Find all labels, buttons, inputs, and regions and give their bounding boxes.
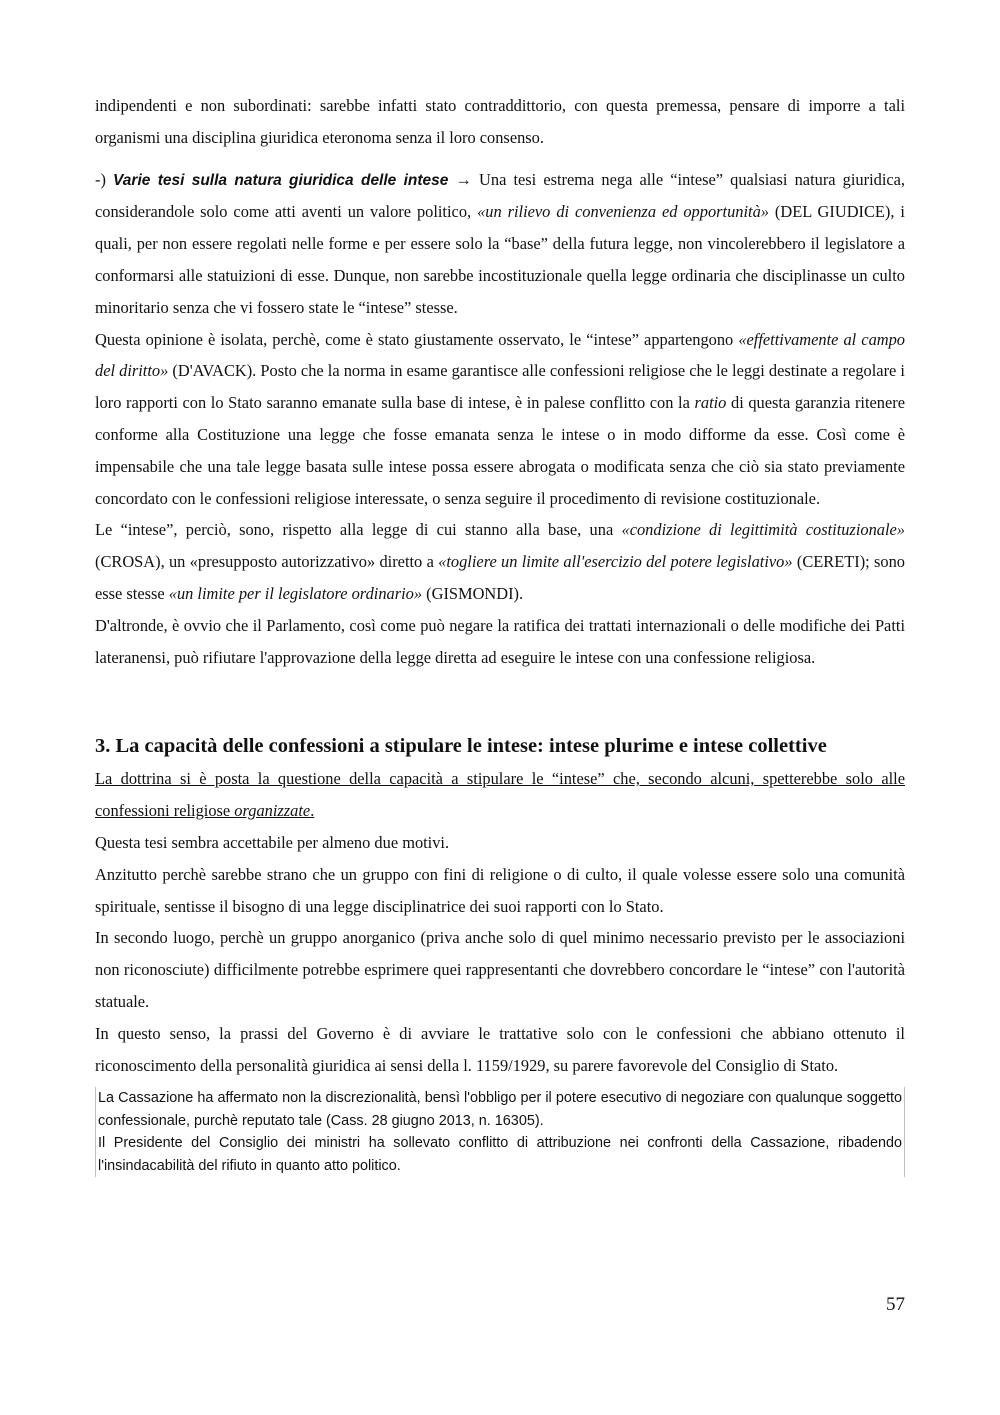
text-run: Questa opinione è isolata, perchè, come è stato giustamente osservato, le “intese” appartengono [95, 329, 739, 349]
note-cassazione: La Cassazione ha affermato non la discrezionalità, bensì l'obbligo per il potere esecutivo di negoziare con qualunque soggetto confessionale, purchè reputato tale (Cass. 28 giugno 2013, n. 16305). [98, 1090, 902, 1129]
section-title: 3. La capacità delle confessioni a stipulare le intese: intese plurime e intese collettive [95, 735, 827, 758]
note-box [95, 1087, 905, 1177]
page-number: 57 [886, 1294, 905, 1315]
text-run: (CERETI); sono esse stesse [95, 552, 905, 603]
quote-italic: «condizione di legittimità costituzionale» [621, 520, 905, 540]
text-run: (GISMONDI). [422, 583, 524, 603]
paragraph-prassi-governo: In questo senso, la prassi del Governo è di avviare le trattative solo con le confessioni che abbiano ottenuto il riconoscimento della personalità giuridica ai sensi della l. 1159/1929, su parere favorevole del Consiglio di Stato. [95, 1023, 905, 1075]
text-run: La dottrina si è posta la questione della capacità a stipulare le “intese” che, secondo alcuni, spetterebbe solo alle confessioni religiose [95, 769, 905, 821]
paragraph-parlamento: D'altronde, è ovvio che il Parlamento, così come può negare la ratifica dei trattati internazionali o delle modifiche dei Patti lateranensi, può rifiutare l'approvazione della legge diretta ad eseguire le intese con una confessione religiosa. [95, 615, 905, 667]
paragraph-tesi-accettabile: Questa tesi sembra accettabile per almeno due motivi. [95, 832, 450, 852]
paragraph-intese-condizione [95, 514, 905, 609]
text-run: (D'AVACK). Posto che la norma in esame garantisce alle confessioni religiose che le leggi destinate a regolare i loro rapporti con lo Stato saranno emanate sulla base di intese, è in palese conflitto con la [95, 361, 905, 413]
paragraph-dottrina [95, 763, 905, 827]
text-run: di questa garanzia ritenere conforme alla Costituzione una legge che fosse emanata senza le intese o in modo difforme da esse. Così come è impensabile che una tale legge basata sulle intese possa essere abrogata o modificata senza che ciò sia stato previamente concordato con le confessioni religiose interessate, o senza seguire il procedimento di revisione costituzionale. [95, 393, 905, 508]
paragraph-heading: Varie tesi sulla natura giuridica delle intese [113, 171, 449, 189]
note-presidente: Il Presidente del Consiglio dei ministri ha sollevato conflitto di attribuzione nei confronti della Cassazione, ribadendo l'insindacabilità del rifiuto in quanto atto politico. [98, 1135, 902, 1174]
term-italic: organizzate [234, 801, 311, 821]
paragraph-opinione [95, 324, 905, 515]
term-italic: ratio [694, 393, 727, 413]
list-prefix: -) [95, 169, 114, 189]
text-run: (CROSA), un «presupposto autorizzativo» diretto a [95, 552, 439, 572]
text-run: Le “intese”, perciò, sono, rispetto alla legge di cui stanno alla base, una [95, 520, 622, 540]
paragraph-secondo-luogo: In secondo luogo, perchè un gruppo anorganico (priva anche solo di quel minimo necessario previsto per le associazioni non riconosciute) difficilmente potrebbe esprimere quei rappresentanti che dovrebbero concordare le “intese” con l'autorità statuale. [95, 928, 905, 1011]
paragraph-anzitutto: Anzitutto perchè sarebbe strano che un gruppo con fini di religione o di culto, il quale volesse essere solo una comunità spirituale, sentisse il bisogno di una legge disciplinatrice dei suoi rapporti con lo Stato. [95, 864, 905, 916]
quote-italic: «togliere un limite all'esercizio del potere legislativo» [438, 552, 793, 572]
text-run: Una tesi estrema nega alle “intese” qualsiasi natura giuridica, considerandole solo come atti aventi un valore politico, [95, 169, 906, 222]
text-run: . [310, 801, 315, 821]
paragraph-intro: indipendenti e non subordinati: sarebbe infatti stato contraddittorio, con questa premessa, pensare di imporre a tali organismi una disciplina giuridica eteronoma senza il loro consenso. [95, 96, 905, 147]
document-page [95, 90, 905, 1177]
quote-italic: «un rilievo di convenienza ed opportunità» [477, 202, 769, 222]
arrow-glyph: → [448, 169, 480, 189]
text-run: (DEL GIUDICE), i quali, per non essere regolati nelle forme e per essere solo la “base” della futura legge, non vincolerebbero il legislatore a conformarsi alle statuizioni di esse. Dunque, non sarebbe incostituzionale quella legge ordinaria che disciplinasse un culto minoritario senza che vi fossero state le “intese” stesse. [95, 202, 905, 317]
quote-italic: «un limite per il legislatore ordinario» [168, 583, 423, 603]
paragraph-varie-tesi [95, 164, 905, 324]
quote-italic: «effettivamente al campo del diritto» [95, 329, 905, 381]
